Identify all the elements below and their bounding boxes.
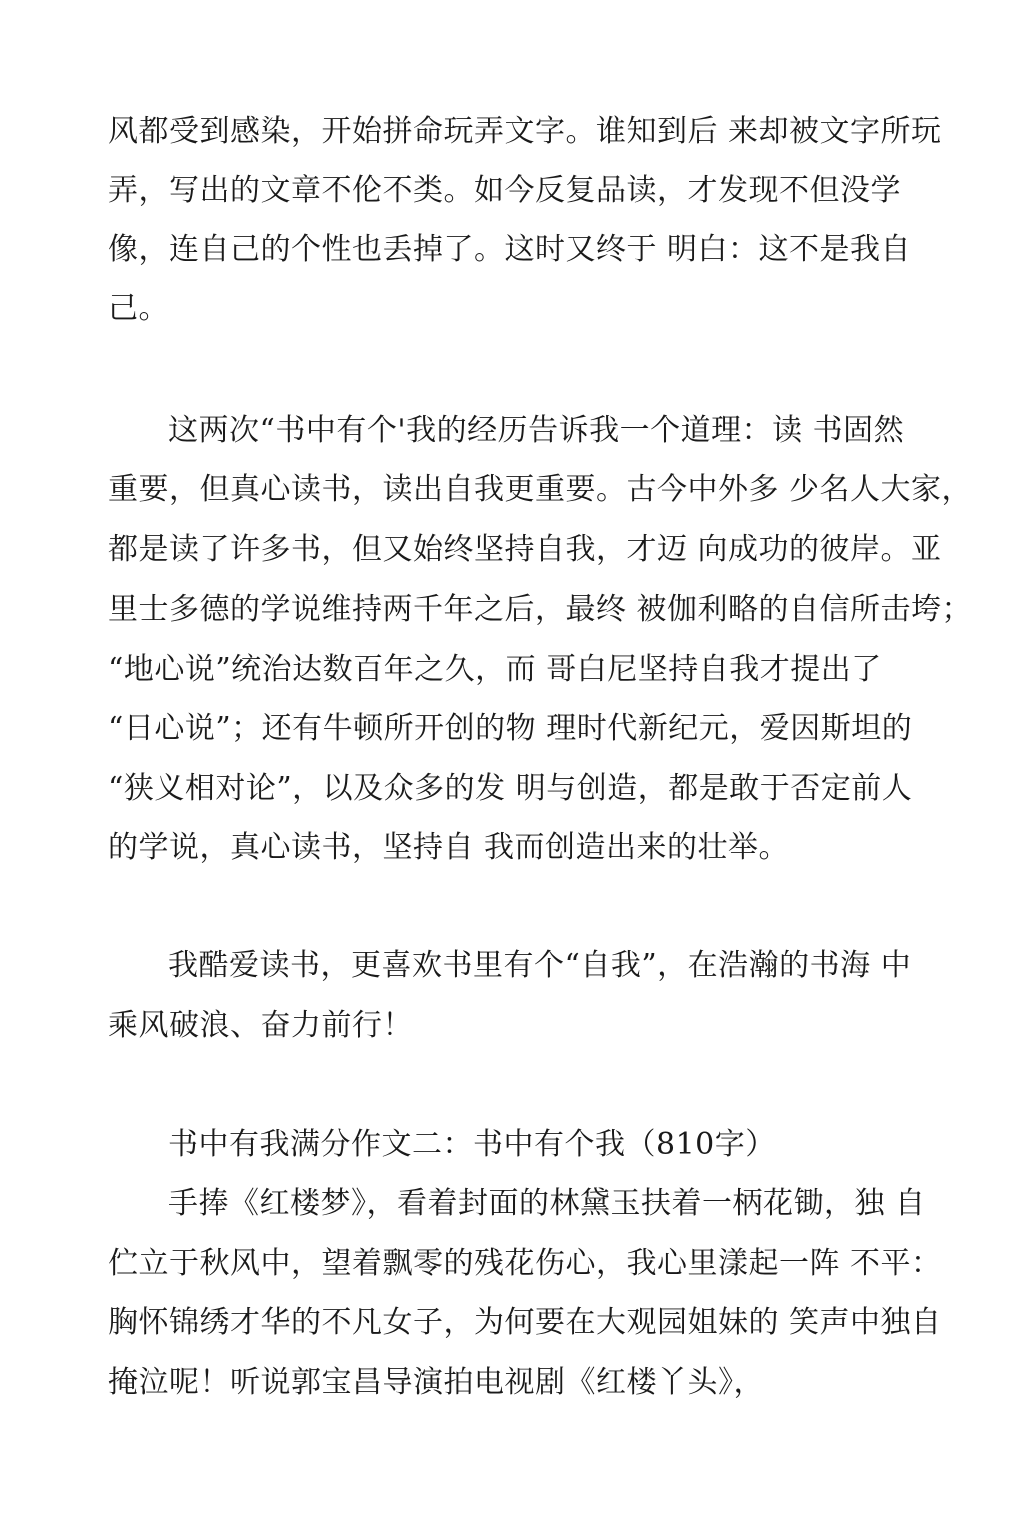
text-line: 我酷爱读书，更喜欢书里有个“自我”，在浩瀚的书海 中 [168, 948, 912, 983]
text-line: 这两次“书中有个'我的经历告诉我一个道理：读 书固然 [168, 413, 905, 448]
text-line: 的学说，真心读书，坚持自 我而创造出来的壮举。 [108, 830, 790, 865]
text-line: “地心说”统治达数百年之久，而 哥白尼坚持自我才提出了 [108, 652, 882, 687]
text-line: 己。 [108, 291, 169, 326]
text-line: “日心说”；还有牛顿所开创的物 理时代新纪元，爱因斯坦的 [108, 711, 913, 746]
text-line: 掩泣呢！听说郭宝昌导演拍电视剧《红楼丫头》， [108, 1365, 764, 1400]
text-line: 乘风破浪、奋力前行！ [108, 1008, 413, 1043]
text-line: 像，连自己的个性也丢掉了。这时又终于 明白：这不是我自 [108, 232, 912, 267]
text-line: 伫立于秋风中，望着飘零的残花伤心，我心里漾起一阵 不平： [108, 1246, 942, 1281]
text-line: 重要，但真心读书，读出自我更重要。古今中外多 少名人大家， [108, 472, 973, 507]
section-heading: 书中有我满分作文二：书中有个我（810字） [168, 1127, 776, 1162]
text-line: 风都受到感染，开始拼命玩弄文字。谁知到后 来却被文字所玩 [108, 114, 942, 149]
text-line: 手捧《红楼梦》，看着封面的林黛玉扶着一柄花锄，独 自 [168, 1186, 926, 1221]
text-line: 弄，写出的文章不伦不类。如今反复品读，才发现不但没学 [108, 173, 901, 208]
text-line: 都是读了许多书，但又始终坚持自我，才迈 向成功的彼岸。亚 [108, 532, 942, 567]
text-line: 里士多德的学说维持两千年之后，最终 被伽利略的自信所击垮； [108, 592, 973, 627]
text-line: “狭义相对论”，以及众多的发 明与创造，都是敢于否定前人 [108, 771, 913, 806]
text-line: 胸怀锦绣才华的不凡女子，为何要在大观园姐妹的 笑声中独自 [108, 1305, 942, 1340]
